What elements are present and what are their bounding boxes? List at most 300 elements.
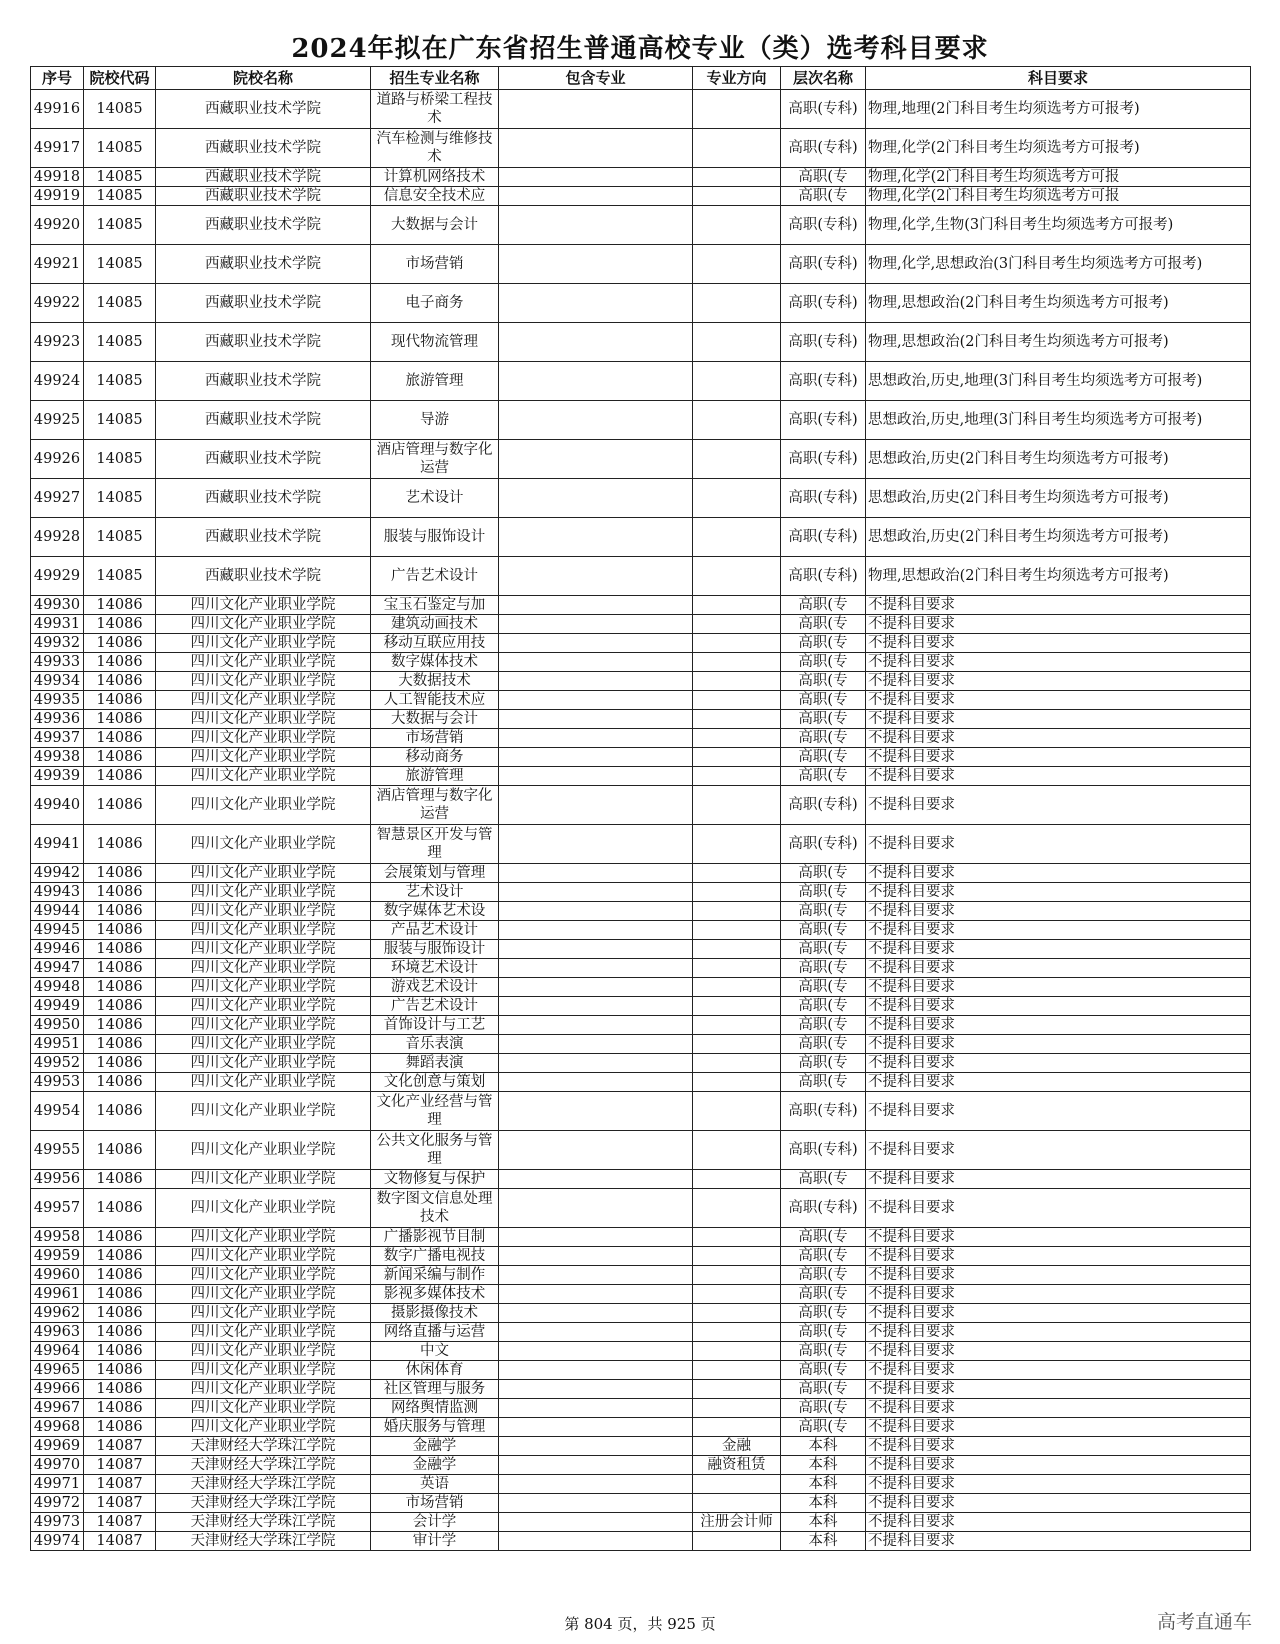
cell-level: 高职(专科) <box>781 206 866 245</box>
cell-school-name: 四川文化产业职业学院 <box>156 959 371 978</box>
cell-school-name: 四川文化产业职业学院 <box>156 1016 371 1035</box>
cell-school-code: 14085 <box>84 440 156 479</box>
cell-subject-requirement: 思想政治,历史,地理(3门科目考生均须选考方可报考) <box>866 362 1251 401</box>
cell-major-direction <box>693 1494 781 1513</box>
cell-level: 高职(专 <box>781 1418 866 1437</box>
cell-subject-requirement: 不提科目要求 <box>866 1073 1251 1092</box>
cell-level: 本科 <box>781 1513 866 1532</box>
cell-major-direction <box>693 362 781 401</box>
cell-school-code: 14086 <box>84 672 156 691</box>
cell-major-direction <box>693 1035 781 1054</box>
cell-school-code: 14085 <box>84 168 156 187</box>
cell-included-majors <box>499 1418 693 1437</box>
cell-school-name: 四川文化产业职业学院 <box>156 1131 371 1170</box>
cell-included-majors <box>499 1456 693 1475</box>
cell-school-code: 14086 <box>84 1285 156 1304</box>
cell-major-direction <box>693 90 781 129</box>
cell-major-direction <box>693 729 781 748</box>
cell-level: 高职(专 <box>781 1361 866 1380</box>
cell-major-name: 文物修复与保护 <box>371 1170 499 1189</box>
cell-subject-requirement: 物理,化学(2门科目考生均须选考方可报考) <box>866 129 1251 168</box>
cell-included-majors <box>499 440 693 479</box>
table-row <box>31 187 1251 206</box>
cell-seq: 49970 <box>31 1456 84 1475</box>
cell-included-majors <box>499 1247 693 1266</box>
cell-level: 高职(专 <box>781 1380 866 1399</box>
cell-subject-requirement: 物理,思想政治(2门科目考生均须选考方可报考) <box>866 323 1251 362</box>
cell-included-majors <box>499 1285 693 1304</box>
cell-subject-requirement: 不提科目要求 <box>866 672 1251 691</box>
cell-subject-requirement: 物理,化学(2门科目考生均须选考方可报 <box>866 187 1251 206</box>
cell-school-code: 14086 <box>84 1399 156 1418</box>
table-row <box>31 883 1251 902</box>
cell-major-direction <box>693 672 781 691</box>
cell-subject-requirement: 不提科目要求 <box>866 1054 1251 1073</box>
cell-school-name: 四川文化产业职业学院 <box>156 634 371 653</box>
cell-subject-requirement: 不提科目要求 <box>866 1513 1251 1532</box>
cell-included-majors <box>499 767 693 786</box>
cell-level: 高职(专科) <box>781 323 866 362</box>
cell-school-name: 四川文化产业职业学院 <box>156 1054 371 1073</box>
cell-level: 高职(专 <box>781 1247 866 1266</box>
cell-major-direction: 金融 <box>693 1437 781 1456</box>
cell-seq: 49964 <box>31 1342 84 1361</box>
cell-school-name: 四川文化产业职业学院 <box>156 1304 371 1323</box>
table-row <box>31 323 1251 362</box>
table-row <box>31 1532 1251 1551</box>
header-major-direction: 专业方向 <box>693 67 781 90</box>
table-row <box>31 1266 1251 1285</box>
cell-major-name: 数字图文信息处理技术 <box>371 1189 499 1228</box>
cell-major-direction <box>693 1399 781 1418</box>
cell-major-name: 广播影视节目制 <box>371 1228 499 1247</box>
cell-subject-requirement: 物理,思想政治(2门科目考生均须选考方可报考) <box>866 284 1251 323</box>
cell-school-code: 14086 <box>84 978 156 997</box>
cell-included-majors <box>499 864 693 883</box>
cell-major-name: 网络舆情监测 <box>371 1399 499 1418</box>
table-row <box>31 672 1251 691</box>
cell-level: 高职(专 <box>781 596 866 615</box>
cell-included-majors <box>499 1380 693 1399</box>
cell-school-code: 14085 <box>84 284 156 323</box>
cell-subject-requirement: 不提科目要求 <box>866 883 1251 902</box>
cell-subject-requirement: 物理,地理(2门科目考生均须选考方可报考) <box>866 90 1251 129</box>
cell-level: 高职(专科) <box>781 1131 866 1170</box>
cell-included-majors <box>499 978 693 997</box>
cell-seq: 49950 <box>31 1016 84 1035</box>
cell-subject-requirement: 不提科目要求 <box>866 825 1251 864</box>
cell-school-name: 天津财经大学珠江学院 <box>156 1475 371 1494</box>
cell-level: 高职(专 <box>781 767 866 786</box>
cell-subject-requirement: 不提科目要求 <box>866 596 1251 615</box>
table-row <box>31 959 1251 978</box>
cell-level: 高职(专 <box>781 978 866 997</box>
cell-included-majors <box>499 691 693 710</box>
cell-level: 高职(专科) <box>781 557 866 596</box>
cell-major-name: 文化创意与策划 <box>371 1073 499 1092</box>
cell-school-name: 四川文化产业职业学院 <box>156 1323 371 1342</box>
cell-school-code: 14085 <box>84 362 156 401</box>
cell-included-majors <box>499 1494 693 1513</box>
cell-major-direction <box>693 615 781 634</box>
table-row <box>31 634 1251 653</box>
table-row <box>31 90 1251 129</box>
cell-level: 高职(专 <box>781 187 866 206</box>
cell-school-code: 14086 <box>84 748 156 767</box>
cell-seq: 49948 <box>31 978 84 997</box>
cell-school-code: 14086 <box>84 1247 156 1266</box>
cell-included-majors <box>499 883 693 902</box>
cell-included-majors <box>499 1189 693 1228</box>
cell-subject-requirement: 不提科目要求 <box>866 615 1251 634</box>
header-subject-requirement: 科目要求 <box>866 67 1251 90</box>
cell-seq: 49943 <box>31 883 84 902</box>
cell-school-code: 14085 <box>84 401 156 440</box>
cell-school-code: 14086 <box>84 1035 156 1054</box>
table-row <box>31 1247 1251 1266</box>
cell-seq: 49946 <box>31 940 84 959</box>
cell-school-code: 14086 <box>84 902 156 921</box>
cell-subject-requirement: 不提科目要求 <box>866 786 1251 825</box>
table-row <box>31 1092 1251 1131</box>
cell-major-name: 导游 <box>371 401 499 440</box>
cell-major-direction <box>693 168 781 187</box>
cell-school-name: 四川文化产业职业学院 <box>156 1380 371 1399</box>
cell-seq: 49956 <box>31 1170 84 1189</box>
cell-school-code: 14086 <box>84 596 156 615</box>
cell-included-majors <box>499 1170 693 1189</box>
table-row <box>31 691 1251 710</box>
cell-seq: 49944 <box>31 902 84 921</box>
cell-school-name: 西藏职业技术学院 <box>156 129 371 168</box>
cell-included-majors <box>499 959 693 978</box>
cell-seq: 49921 <box>31 245 84 284</box>
cell-school-code: 14086 <box>84 940 156 959</box>
cell-subject-requirement: 不提科目要求 <box>866 1418 1251 1437</box>
cell-subject-requirement: 不提科目要求 <box>866 1532 1251 1551</box>
table-row <box>31 748 1251 767</box>
cell-level: 本科 <box>781 1456 866 1475</box>
cell-subject-requirement: 物理,化学,思想政治(3门科目考生均须选考方可报考) <box>866 245 1251 284</box>
table-row <box>31 1304 1251 1323</box>
cell-school-code: 14086 <box>84 1304 156 1323</box>
cell-subject-requirement: 不提科目要求 <box>866 634 1251 653</box>
cell-major-direction <box>693 1266 781 1285</box>
cell-included-majors <box>499 1054 693 1073</box>
cell-seq: 49941 <box>31 825 84 864</box>
cell-included-majors <box>499 518 693 557</box>
cell-subject-requirement: 物理,思想政治(2门科目考生均须选考方可报考) <box>866 557 1251 596</box>
cell-included-majors <box>499 921 693 940</box>
cell-included-majors <box>499 1035 693 1054</box>
cell-level: 高职(专科) <box>781 362 866 401</box>
cell-major-direction <box>693 284 781 323</box>
table-row <box>31 1456 1251 1475</box>
header-school-code: 院校代码 <box>84 67 156 90</box>
cell-level: 本科 <box>781 1532 866 1551</box>
cell-seq: 49916 <box>31 90 84 129</box>
cell-major-name: 道路与桥梁工程技术 <box>371 90 499 129</box>
table-row <box>31 767 1251 786</box>
cell-included-majors <box>499 1475 693 1494</box>
cell-major-direction <box>693 245 781 284</box>
cell-major-direction <box>693 1170 781 1189</box>
cell-school-code: 14086 <box>84 1189 156 1228</box>
cell-included-majors <box>499 1266 693 1285</box>
cell-school-code: 14086 <box>84 1342 156 1361</box>
table-header-row <box>31 67 1251 90</box>
cell-subject-requirement: 不提科目要求 <box>866 691 1251 710</box>
cell-seq: 49967 <box>31 1399 84 1418</box>
cell-seq: 49951 <box>31 1035 84 1054</box>
cell-seq: 49919 <box>31 187 84 206</box>
cell-seq: 49965 <box>31 1361 84 1380</box>
cell-school-code: 14086 <box>84 1016 156 1035</box>
table-row <box>31 710 1251 729</box>
cell-subject-requirement: 不提科目要求 <box>866 1323 1251 1342</box>
cell-major-direction <box>693 921 781 940</box>
cell-included-majors <box>499 1342 693 1361</box>
table-row <box>31 997 1251 1016</box>
cell-major-direction <box>693 902 781 921</box>
cell-major-name: 酒店管理与数字化运营 <box>371 786 499 825</box>
cell-seq: 49927 <box>31 479 84 518</box>
cell-subject-requirement: 不提科目要求 <box>866 940 1251 959</box>
cell-subject-requirement: 不提科目要求 <box>866 1342 1251 1361</box>
cell-subject-requirement: 不提科目要求 <box>866 710 1251 729</box>
cell-school-code: 14086 <box>84 883 156 902</box>
cell-seq: 49972 <box>31 1494 84 1513</box>
cell-subject-requirement: 物理,化学(2门科目考生均须选考方可报 <box>866 168 1251 187</box>
table-row <box>31 729 1251 748</box>
cell-school-name: 四川文化产业职业学院 <box>156 902 371 921</box>
cell-major-name: 服装与服饰设计 <box>371 940 499 959</box>
cell-school-name: 四川文化产业职业学院 <box>156 1247 371 1266</box>
cell-major-name: 服装与服饰设计 <box>371 518 499 557</box>
cell-school-name: 四川文化产业职业学院 <box>156 729 371 748</box>
cell-subject-requirement: 不提科目要求 <box>866 1247 1251 1266</box>
cell-subject-requirement: 不提科目要求 <box>866 767 1251 786</box>
cell-level: 高职(专科) <box>781 90 866 129</box>
cell-school-code: 14085 <box>84 90 156 129</box>
cell-seq: 49924 <box>31 362 84 401</box>
header-major-name: 招生专业名称 <box>371 67 499 90</box>
cell-seq: 49949 <box>31 997 84 1016</box>
cell-major-direction <box>693 1247 781 1266</box>
cell-subject-requirement: 不提科目要求 <box>866 1035 1251 1054</box>
cell-major-name: 艺术设计 <box>371 883 499 902</box>
cell-school-name: 四川文化产业职业学院 <box>156 596 371 615</box>
cell-included-majors <box>499 634 693 653</box>
cell-included-majors <box>499 1131 693 1170</box>
cell-level: 高职(专 <box>781 691 866 710</box>
cell-school-code: 14087 <box>84 1456 156 1475</box>
cell-seq: 49968 <box>31 1418 84 1437</box>
cell-subject-requirement: 不提科目要求 <box>866 653 1251 672</box>
cell-major-name: 音乐表演 <box>371 1035 499 1054</box>
cell-major-name: 酒店管理与数字化运营 <box>371 440 499 479</box>
table-row <box>31 168 1251 187</box>
cell-seq: 49962 <box>31 1304 84 1323</box>
cell-included-majors <box>499 1399 693 1418</box>
page-title: 2024年拟在广东省招生普通高校专业（类）选考科目要求 <box>291 34 989 64</box>
cell-major-name: 休闲体育 <box>371 1361 499 1380</box>
cell-school-name: 天津财经大学珠江学院 <box>156 1494 371 1513</box>
cell-school-code: 14087 <box>84 1532 156 1551</box>
cell-school-name: 四川文化产业职业学院 <box>156 1189 371 1228</box>
cell-school-code: 14086 <box>84 634 156 653</box>
table-row <box>31 940 1251 959</box>
cell-major-name: 会计学 <box>371 1513 499 1532</box>
cell-level: 高职(专科) <box>781 284 866 323</box>
cell-included-majors <box>499 1016 693 1035</box>
cell-seq: 49935 <box>31 691 84 710</box>
cell-seq: 49932 <box>31 634 84 653</box>
cell-included-majors <box>499 672 693 691</box>
table-row <box>31 245 1251 284</box>
cell-major-direction <box>693 1380 781 1399</box>
cell-school-code: 14085 <box>84 206 156 245</box>
cell-major-name: 首饰设计与工艺 <box>371 1016 499 1035</box>
cell-subject-requirement: 不提科目要求 <box>866 1399 1251 1418</box>
cell-school-code: 14086 <box>84 710 156 729</box>
cell-level: 高职(专科) <box>781 786 866 825</box>
header-school-name: 院校名称 <box>156 67 371 90</box>
cell-seq: 49923 <box>31 323 84 362</box>
cell-school-name: 四川文化产业职业学院 <box>156 672 371 691</box>
cell-seq: 49959 <box>31 1247 84 1266</box>
cell-major-direction <box>693 1054 781 1073</box>
header-seq: 序号 <box>31 67 84 90</box>
cell-level: 高职(专科) <box>781 129 866 168</box>
cell-school-code: 14085 <box>84 129 156 168</box>
cell-level: 高职(专 <box>781 883 866 902</box>
cell-school-name: 四川文化产业职业学院 <box>156 710 371 729</box>
cell-school-name: 西藏职业技术学院 <box>156 168 371 187</box>
cell-major-direction <box>693 1418 781 1437</box>
cell-included-majors <box>499 206 693 245</box>
cell-subject-requirement: 不提科目要求 <box>866 1228 1251 1247</box>
cell-major-direction <box>693 1131 781 1170</box>
cell-seq: 49974 <box>31 1532 84 1551</box>
cell-included-majors <box>499 1513 693 1532</box>
cell-school-name: 四川文化产业职业学院 <box>156 786 371 825</box>
table-row <box>31 1054 1251 1073</box>
cell-seq: 49930 <box>31 596 84 615</box>
cell-school-name: 西藏职业技术学院 <box>156 245 371 284</box>
cell-major-direction <box>693 1475 781 1494</box>
cell-included-majors <box>499 748 693 767</box>
cell-major-name: 文化产业经营与管理 <box>371 1092 499 1131</box>
cell-major-name: 社区管理与服务 <box>371 1380 499 1399</box>
table-row <box>31 1170 1251 1189</box>
table-row <box>31 1361 1251 1380</box>
cell-subject-requirement: 不提科目要求 <box>866 1304 1251 1323</box>
cell-major-name: 信息安全技术应 <box>371 187 499 206</box>
cell-subject-requirement: 不提科目要求 <box>866 902 1251 921</box>
cell-school-code: 14086 <box>84 1418 156 1437</box>
cell-seq: 49917 <box>31 129 84 168</box>
cell-major-direction <box>693 518 781 557</box>
cell-school-code: 14086 <box>84 1092 156 1131</box>
cell-major-name: 移动互联应用技 <box>371 634 499 653</box>
cell-level: 高职(专 <box>781 959 866 978</box>
cell-included-majors <box>499 1532 693 1551</box>
cell-seq: 49940 <box>31 786 84 825</box>
cell-school-name: 四川文化产业职业学院 <box>156 978 371 997</box>
cell-school-code: 14086 <box>84 691 156 710</box>
cell-major-direction <box>693 1228 781 1247</box>
cell-school-code: 14085 <box>84 479 156 518</box>
cell-school-name: 四川文化产业职业学院 <box>156 1170 371 1189</box>
cell-included-majors <box>499 1228 693 1247</box>
cell-seq: 49966 <box>31 1380 84 1399</box>
cell-major-name: 数字广播电视技 <box>371 1247 499 1266</box>
table-row <box>31 1016 1251 1035</box>
cell-major-direction <box>693 557 781 596</box>
cell-school-code: 14086 <box>84 1266 156 1285</box>
cell-level: 高职(专 <box>781 921 866 940</box>
cell-school-code: 14086 <box>84 959 156 978</box>
cell-included-majors <box>499 1073 693 1092</box>
cell-school-code: 14086 <box>84 615 156 634</box>
cell-seq: 49931 <box>31 615 84 634</box>
cell-school-name: 四川文化产业职业学院 <box>156 1399 371 1418</box>
header-included-majors: 包含专业 <box>499 67 693 90</box>
table-row <box>31 401 1251 440</box>
cell-major-direction <box>693 634 781 653</box>
cell-seq: 49934 <box>31 672 84 691</box>
cell-major-name: 人工智能技术应 <box>371 691 499 710</box>
cell-major-direction <box>693 206 781 245</box>
cell-major-name: 电子商务 <box>371 284 499 323</box>
cell-school-code: 14086 <box>84 1131 156 1170</box>
cell-seq: 49925 <box>31 401 84 440</box>
cell-school-name: 四川文化产业职业学院 <box>156 921 371 940</box>
cell-level: 高职(专科) <box>781 440 866 479</box>
cell-seq: 49960 <box>31 1266 84 1285</box>
cell-major-name: 大数据技术 <box>371 672 499 691</box>
cell-seq: 49928 <box>31 518 84 557</box>
cell-included-majors <box>499 1092 693 1131</box>
table-row <box>31 615 1251 634</box>
cell-subject-requirement: 物理,化学,生物(3门科目考生均须选考方可报考) <box>866 206 1251 245</box>
cell-seq: 49936 <box>31 710 84 729</box>
cell-subject-requirement: 不提科目要求 <box>866 1131 1251 1170</box>
cell-major-direction <box>693 1532 781 1551</box>
cell-school-name: 西藏职业技术学院 <box>156 401 371 440</box>
cell-subject-requirement: 思想政治,历史,地理(3门科目考生均须选考方可报考) <box>866 401 1251 440</box>
cell-school-code: 14087 <box>84 1437 156 1456</box>
cell-seq: 49963 <box>31 1323 84 1342</box>
cell-level: 高职(专科) <box>781 1189 866 1228</box>
cell-level: 高职(专 <box>781 634 866 653</box>
cell-included-majors <box>499 1361 693 1380</box>
cell-major-name: 舞蹈表演 <box>371 1054 499 1073</box>
cell-school-code: 14086 <box>84 921 156 940</box>
cell-school-name: 四川文化产业职业学院 <box>156 1035 371 1054</box>
cell-level: 本科 <box>781 1475 866 1494</box>
cell-level: 高职(专 <box>781 1342 866 1361</box>
cell-major-name: 游戏艺术设计 <box>371 978 499 997</box>
cell-major-direction <box>693 596 781 615</box>
cell-subject-requirement: 不提科目要求 <box>866 921 1251 940</box>
cell-subject-requirement: 不提科目要求 <box>866 1380 1251 1399</box>
cell-seq: 49955 <box>31 1131 84 1170</box>
table-row <box>31 362 1251 401</box>
cell-school-name: 四川文化产业职业学院 <box>156 997 371 1016</box>
cell-school-code: 14087 <box>84 1475 156 1494</box>
